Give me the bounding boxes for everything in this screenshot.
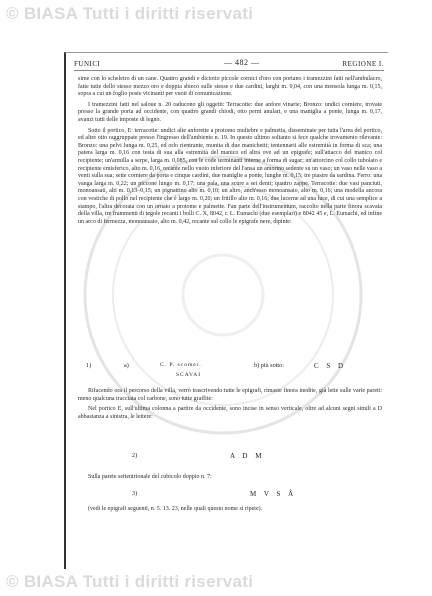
paragraph: Sotto il portico, E: terracotte: undici alte anforette a protomo muliebre e palmetta, disseminate per tutta l'area del portico, ed altre otto raggruppate presso l'ingresso dell'ambiente n. 19. In questo ultimo soltanto si fece qualche trovamento rilevante: Bronzo: una pelvi lunga m. 0,25, ed orlo rientrante, munita di due manichetti; tentennarii alle estremità in forma di sca; una patera larga m. 0,16 con testa di sua alla estremità del manico ed altra ove ad un epigrafe; sull'attacco del manico col recipiente; un'armilla a serpe, larga m. 0,085, con le code terminanti interne a forma di sugar; un'attorcino col collo tubolato e recipiente emisferico, alto m. 0,16, recante nello vuoto inferiore del l'ansa un amorino sedente su un vaso; un vaso nelle vaso a venti sulla sua; sette corniere da porta e cinque cardini, due maniglie a ponte, lunghe m. 0,15; tre piastre da sardina. Ferro: una vanga larga m. 0,22; un piccone lungo m. 0,17; una pala, una scure a sei denti; quattro zappe. Terracotte: due vasi panciuti, monoansati, alti m. 0,13–0,15; un pignattino alto m. 0,10; un altro, anch'esso monoansato, alto m. 0,16; una modella ancora con vestiche di pollo nel recipiente che è largo m. 0,20; un fritillo alto m. 0,16; due lucerne ad una luce, di cui una semplice a stampo, l'altra decorata con un ornato a protome e palmette. Fan parte dell'instrumentum, raccolto nella parte finora scavata della villa, tre frammenti di tegole recanti i bolli C. X, 8042, r. L. Eumachi (due esemplari) e 8042 45 e, L. Eumachi, ed infine un arco di fermezza, monoansato, alto m. 0,42, recante sul collo le epigrafe nere, dipinte: <box>78 127 382 225</box>
watermark-top: © BIASA Tutti i diritti riservati <box>6 4 254 23</box>
body-text-block <box>78 76 382 229</box>
body-text-block-3 <box>78 474 382 485</box>
watermark-bottom: © BIASA Tutti i diritti riservati <box>6 572 254 591</box>
page-number: — 482 — <box>224 58 260 67</box>
epigraph-letters: C S D <box>314 362 347 370</box>
epigraph-text: C. P. scomer. <box>160 362 202 368</box>
epigraph-1 <box>78 362 382 372</box>
epigraph-sub-b: b) più sotto: <box>254 362 284 369</box>
paragraph: (vedi le epigrafi seguenti, n. 5. 13. 23, nelle quali questo nome si ripete). <box>88 506 263 512</box>
epigraph-sub-label: SCAVAI <box>176 372 202 378</box>
running-header <box>74 58 384 70</box>
body-text-block-2 <box>78 388 382 424</box>
paragraph: I tramezzini fatti nel saloue n. 20 raducono gli oggetti: Terracotte: due anfore vinarie; Bronzo: undici corniere, trovate presso la grande porta ad occidente, con quattro grandi chiodi, otto perni anulari, e una maniglia a ponte, lunga m. 0,17, avanzi tutti delle imposte di legno. <box>78 101 382 123</box>
header-rule <box>74 70 384 71</box>
paragraph: Rifacendo ora il percorso della villa, verrò trascrivendo tutte le epigrafi, rimaste finora inedite, già lette sulle varie pareti: meno qualcuna tracciata col carbone, sono tutte graffite: <box>78 388 382 402</box>
epigraph-2 <box>78 452 382 462</box>
paragraph: Nel portico E, sull'ultima colonna a partire da occidente, sono incise in senso verticale, oltre ad alcuni segni simili a D abbastanza a sinistra, le lettere: <box>78 406 382 420</box>
epigraph-letters: M V S Â <box>250 490 297 498</box>
epigraph-letters: A D M <box>230 452 265 460</box>
header-right: REGIONE I. <box>342 60 384 68</box>
epigraph-sub-a: a) <box>124 362 129 369</box>
epigraph-number: 2) <box>132 452 138 459</box>
body-text-block-4 <box>78 506 382 517</box>
epigraph-1-sub <box>78 372 382 382</box>
paragraph: Sulla parete settentrionale del cubicolo doppio n. 7: <box>88 474 212 480</box>
header-left: FUNICI <box>74 60 101 68</box>
epigraph-number: 1) <box>86 362 92 369</box>
epigraph-3 <box>78 490 382 500</box>
epigraph-number: 3) <box>132 490 138 497</box>
paragraph: sime con lo scheletro di un cane. Quattro grandi e diciotto piccole cornici d'oro con portano i tramezzini fatti nell'ambulacro, fatte tutte dello stesso mezzo oro e doppia sbieco sulle stesse e due cardini, larghi m. 0,04, con una mensola lunga m. 0,15, sopra a cui un foglio poste vicinanti per vuoti di comunicazione. <box>78 76 382 98</box>
